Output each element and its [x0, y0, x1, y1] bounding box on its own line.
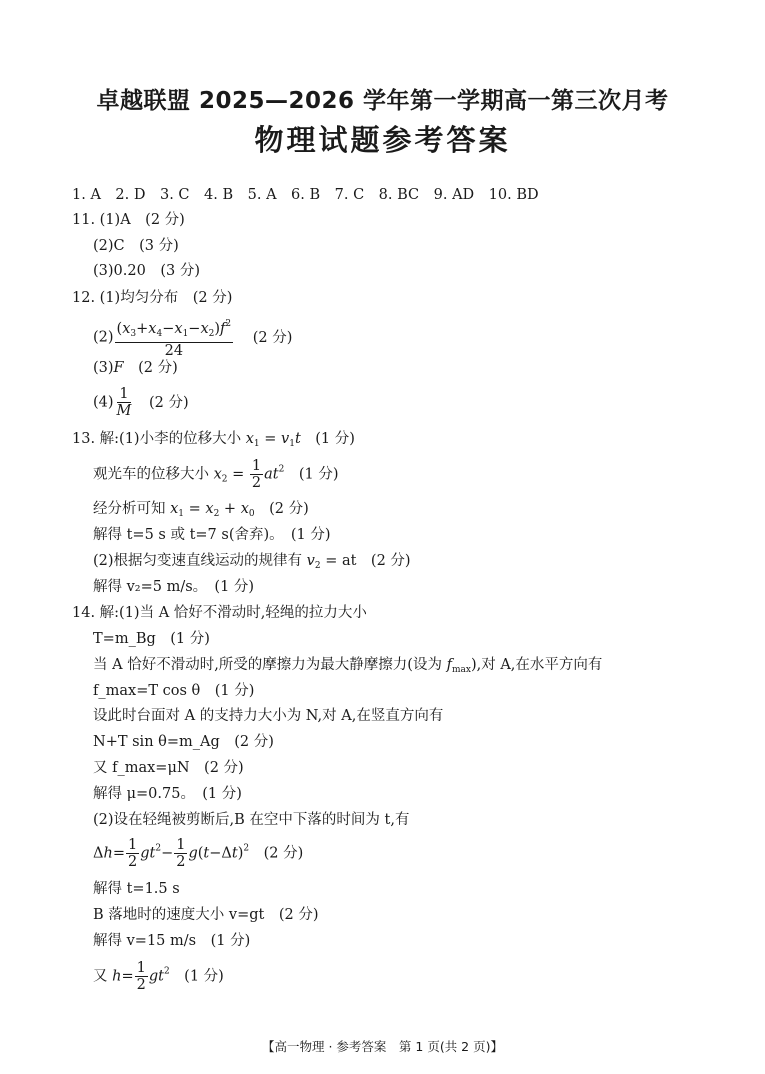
q13-line3: 经分析可知 $x_1 = x_2 + x_0$ (2 分)	[93, 501, 309, 519]
q12-part2-fraction: $\frac{(x_3+x_4-x_1-x_2)f^2}{24}$	[115, 316, 234, 359]
q14-line13: 解得 v=15 m/s (1 分)	[93, 933, 251, 949]
q14-line4: f_max=T cos θ (1 分)	[93, 683, 255, 699]
page-footer: 【高一物理 · 参考答案 第 1 页(共 2 页)】	[262, 1039, 503, 1054]
q14-line11: 解得 t=1.5 s	[93, 881, 180, 897]
q14-line9: (2)设在轻绳被剪断后,B 在空中下落的时间为 t,有	[93, 812, 410, 828]
q13-line2: 观光车的位移大小 $x_2$ = $\frac{1}{2}$ $at^2$ (1 分)	[93, 458, 339, 491]
q11-part3: (3)0.20 (3 分)	[93, 263, 200, 279]
q11-part1: 11. (1)A (2 分)	[72, 212, 185, 228]
q14-line3: 当 A 恰好不滑动时,所受的摩擦力为最大静摩擦力(设为 $f_{max}$),对 A,在水平方向有	[93, 657, 603, 675]
q14-line1: 14. 解:(1)当 A 恰好不滑动时,轻绳的拉力大小	[72, 605, 367, 621]
q12-part2	[93, 316, 292, 359]
q13-line5: (2)根据匀变速直线运动的规律有 $v_2$ = at (2 分)	[93, 553, 411, 571]
doc-title: 物理试题参考答案	[254, 123, 511, 157]
q12-part2-points: (2 分)	[252, 329, 293, 346]
q13-line4: 解得 t=5 s 或 t=7 s(舍弃)。 (1 分)	[93, 527, 331, 543]
exam-title: 卓越联盟 2025—2026 学年第一学期高一第三次月考	[96, 88, 669, 114]
q14-line5: 设此时台面对 A 的支持力大小为 N,对 A,在竖直方向有	[93, 708, 444, 724]
q14-line2: T=m_Bg (1 分)	[93, 631, 210, 647]
q14-line6: N+T sin θ=m_Ag (2 分)	[93, 734, 274, 750]
q14-line7: 又 f_max=μN (2 分)	[93, 760, 244, 776]
q12-part2-label: (2)	[93, 329, 114, 346]
q11-part2: (2)C (3 分)	[93, 238, 179, 254]
q14-line14: 又 h= $\frac{1}{2}$ $gt^2$ (1 分)	[93, 960, 224, 993]
q12-part1: 12. (1)均匀分布 (2 分)	[72, 290, 233, 306]
q14-line10: Δh= $\frac{1}{2}$ $gt^2-$ $\frac{1}{2}$ $g(t-\Delta t)^2$ (2 分)	[93, 837, 304, 870]
q12-part3: (3)F (2 分)	[93, 360, 178, 376]
mc-answers: 1. A 2. D 3. C 4. B 5. A 6. B 7. C 8. BC 9. AD 10. BD	[72, 187, 539, 203]
q13-line6: 解得 v₂=5 m/s。 (1 分)	[93, 579, 255, 595]
q14-line12: B 落地时的速度大小 v=gt (2 分)	[93, 907, 319, 923]
q14-line8: 解得 μ=0.75。 (1 分)	[93, 786, 242, 802]
q12-part4: (4) $\frac{1}{M}$ (2 分)	[93, 386, 189, 419]
q13-line1: 13. 解:(1)小李的位移大小 $x_1 = v_1t$ (1 分)	[72, 431, 355, 449]
